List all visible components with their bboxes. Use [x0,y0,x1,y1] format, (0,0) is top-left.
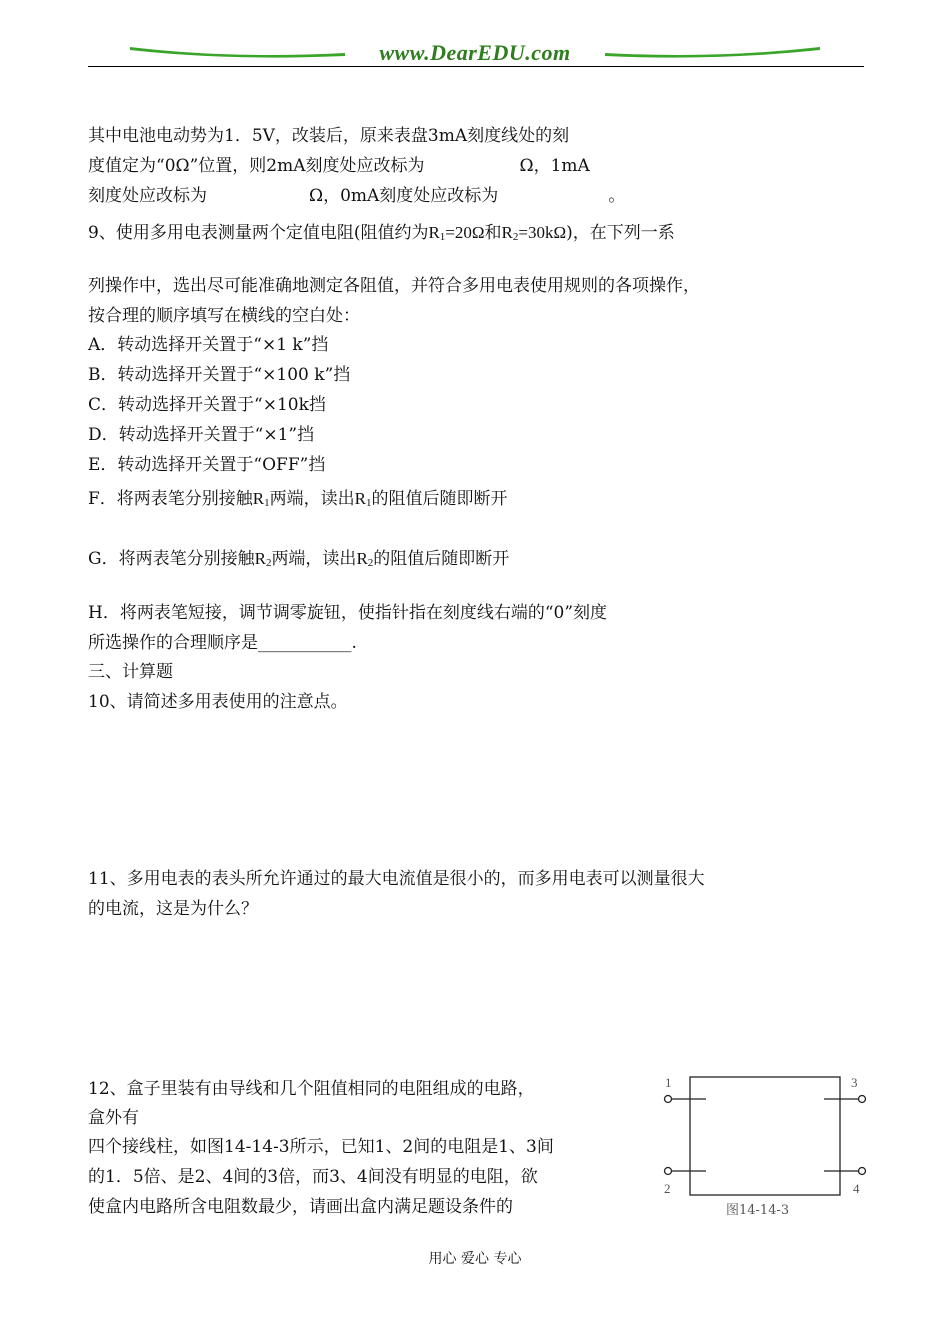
terminal-1 [665,1096,672,1103]
terminal-4-label: 4 [853,1181,860,1196]
text-line: 的电流，这是为什么？ [88,899,258,919]
question-9: 9、使用多用电表测量两个定值电阻(阻值约为R1=20Ω和R2=30kΩ)，在下列一系 [88,223,675,243]
question-10: 10、请简述多用表使用的注意点。 [88,692,348,712]
text-line: 使盒内电路所含电阻数最少，请画出盒内满足题设条件的 [88,1197,513,1217]
text-line: 度值定为“0Ω”位置，则2mA刻度处应改标为 Ω，1mA [88,156,590,176]
text-line: 的1．5倍、是2、4间的3倍，而3、4间没有明显的电阻，欲 [88,1167,538,1187]
question-11: 11、多用电表的表头所允许通过的最大电流值是很小的，而多用电表可以测量很大 [88,869,705,889]
terminal-2 [665,1168,672,1175]
site-logo: www.DearEDU.com [379,40,571,65]
terminal-3 [859,1096,866,1103]
option-e: E．转动选择开关置于“OFF”挡 [88,455,326,475]
terminal-2-label: 2 [664,1181,671,1196]
footer-text: 用心 爱心 专心 [428,1251,522,1267]
right-swoosh-decoration [605,45,820,59]
terminal-3-label: 3 [851,1075,858,1090]
terminal-4 [859,1168,866,1175]
option-f: F．将两表笔分别接触R1两端，读出R1的阻值后随即断开 [88,489,508,509]
text-line: 按合理的顺序填写在横线的空白处： [88,306,360,326]
text-line: 刻度处应改标为 Ω，0mA刻度处应改标为 。 [88,186,626,206]
option-h: H．将两表笔短接，调节调零旋钮，使指针指在刻度线右端的“0”刻度 [88,603,608,623]
header-rule [88,66,864,67]
box-outline [690,1077,840,1195]
left-swoosh-decoration [130,45,345,59]
question-12: 12、盒子里装有由导线和几个阻值相同的电阻组成的电路， [88,1079,535,1099]
text-line: 其中电池电动势为1．5V，改装后，原来表盘3mA刻度线处的刻 [88,126,570,146]
option-c: C．转动选择开关置于“×10k挡 [88,395,326,415]
terminal-box-figure [660,1072,880,1222]
option-d: D．转动选择开关置于“×1”挡 [88,425,315,445]
text-line: 盒外有 [88,1108,139,1128]
figure-caption: 图14-14-3 [726,1203,790,1218]
option-a: A．转动选择开关置于“×1 k”挡 [88,335,329,355]
option-b: B．转动选择开关置于“×100 k”挡 [88,365,351,385]
text-line: 列操作中，选出尽可能准确地测定各阻值，并符合多用电表使用规则的各项操作， [88,276,700,296]
answer-line: 所选操作的合理顺序是___________. [88,633,357,653]
section-heading: 三、计算题 [88,662,173,682]
text-line: 四个接线柱，如图14-14-3所示，已知1、2间的电阻是1、3间 [88,1137,554,1157]
option-g: G．将两表笔分别接触R2两端，读出R2的阻值后随即断开 [88,549,510,569]
terminal-1-label: 1 [665,1075,672,1090]
